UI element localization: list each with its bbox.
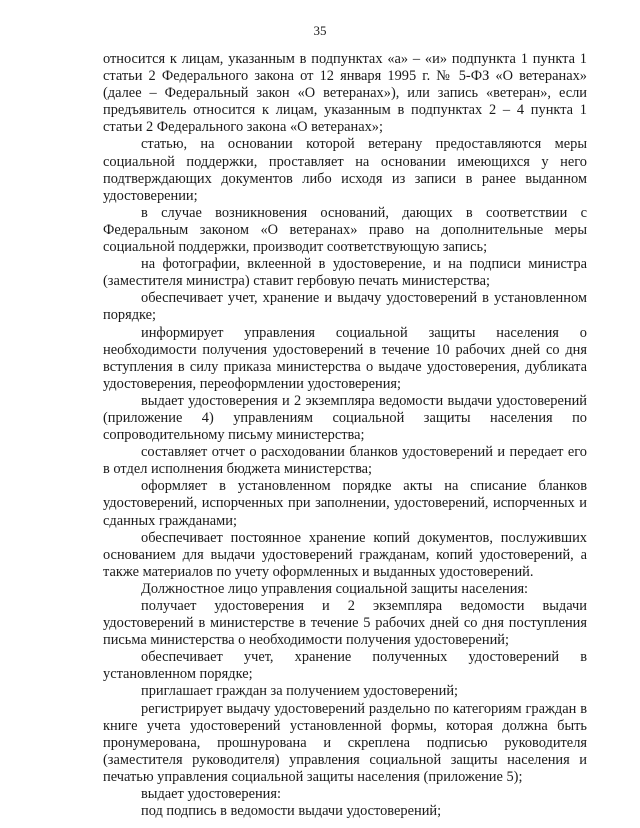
paragraph: приглашает граждан за получением удостоверений; xyxy=(141,683,459,700)
paragraph: получает удостоверения и 2 экземпляра ведомости выдачи удостоверений в министерстве в течение 5 рабочих дней со дня поступления письма министерства о необходимости получения удостоверений; xyxy=(103,598,587,649)
paragraph: под подпись в ведомости выдачи удостоверений; xyxy=(141,803,442,820)
paragraph: на фотографии, вклеенной в удостоверение, и на подписи министра (заместителя министра) ставит гербовую печать министерства; xyxy=(103,256,587,290)
page-number: 35 xyxy=(313,23,327,38)
paragraph: обеспечивает учет, хранение и выдачу удостоверений в установленном порядке; xyxy=(103,290,587,324)
paragraph: обеспечивает постоянное хранение копий документов, послуживших основанием для выдачи удостоверений гражданам, копий удостоверений, а также материалов по учету оформленных и выданных удостоверений. xyxy=(103,529,587,580)
paragraph: в случае возникновения оснований, дающих в соответствии с Федеральным законом «О ветеранах» право на дополнительные меры социальной поддержки, производит соответствующую запись; xyxy=(103,204,587,256)
section-heading-paragraph: Должностное лицо управления социальной защиты населения: xyxy=(141,580,529,597)
paragraph: выдает удостоверения и 2 экземпляра ведомости выдачи удостоверений (приложение 4) управлениям социальной защиты населения по сопроводительному письму министерства; xyxy=(103,392,587,444)
paragraph: обеспечивает учет, хранение полученных удостоверений в установленном порядке; xyxy=(103,649,587,683)
paragraph: составляет отчет о расходовании бланков удостоверений и передает его в отдел исполнения бюджета министерства; xyxy=(103,444,587,478)
paragraph: оформляет в установленном порядке акты на списание бланков удостоверений, испорченных при заполнении, удостоверений, испорченных и сданных гражданами; xyxy=(103,478,587,529)
paragraph: относится к лицам, указанным в подпунктах «а» – «и» подпункта 1 пункта 1 статьи 2 Федерального закона от 12 января 1995 г. № 5-ФЗ «О ветеранах» (далее – Федеральный закон «О ветеранах»), или запись «ветеран», если предъявитель относится к лицам, указанным в подпунктах 2 – 4 пункта 1 статьи 2 Федерального закона «О ветеранах»; xyxy=(103,51,587,136)
paragraph: информирует управления социальной защиты населения о необходимости получения удостоверений в течение 10 рабочих дней со дня вступления в силу приказа министерства о выдаче удостоверения, дубликата удостоверения, переоформлении удостоверения; xyxy=(103,324,587,392)
document-body xyxy=(103,51,587,820)
paragraph: выдает удостоверения: xyxy=(141,786,281,803)
paragraph: статью, на основании которой ветерану предоставляются меры социальной поддержки, проставляет на основании имеющихся у него подтверждающих документов либо исходя из записи в ранее выданном удостоверении; xyxy=(103,136,587,204)
paragraph: регистрирует выдачу удостоверений раздельно по категориям граждан в книге учета удостоверений установленной формы, которая должна быть пронумерована, прошнурована и скреплена подписью руководителя (заместителя руководителя) управления социальной защиты населения и печатью управления социальной защиты населения (приложение 5); xyxy=(103,700,587,785)
